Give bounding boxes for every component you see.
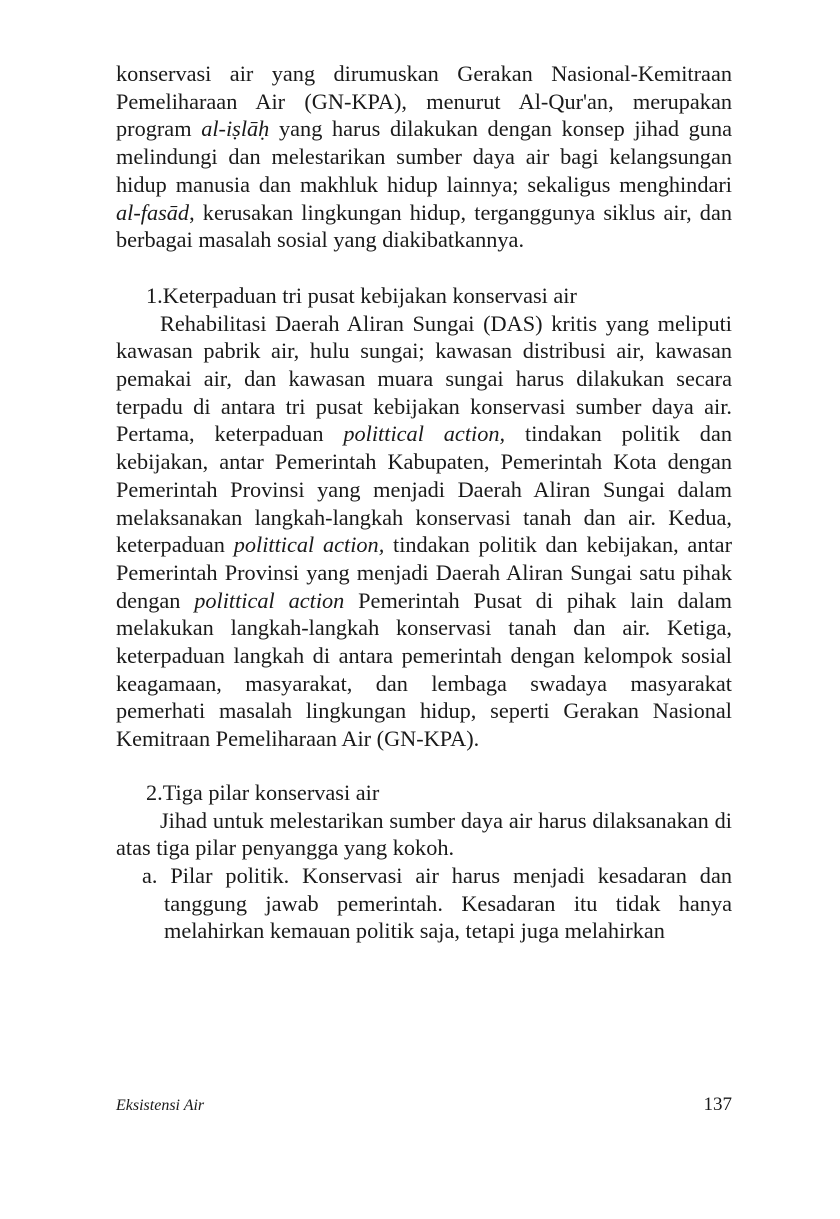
text-run: , kerusakan lingkungan hidup, terganggunya siklus air, dan berbagai masalah sosial yang diakibatkannya. [116, 199, 732, 253]
section-heading-2: 2.Tiga pilar konservasi air [146, 779, 380, 805]
italic-term: al-fasād [116, 199, 190, 225]
text-run: tindakan politik dan kebijakan, antar Pemerintah Provinsi yang menjadi Daerah Aliran Sungai satu pihak dengan [116, 532, 732, 613]
text-run: Pemerintah Pusat di pihak lain dalam melakukan langkah-langkah konservasi tanah dan air. Ketiga, keterpaduan langkah di antara pemerintah dengan kelompok sosial keagamaan, masyarakat, dan lembaga swadaya masyarakat pemerhati masalah lingkungan hidup, seperti Gerakan Nasional Kemitraan Pemeliharaan Air (GN-KPA). [116, 587, 732, 752]
italic-term: al-iṣlāḥ [201, 116, 270, 142]
running-footer-title: Eksistensi Air [116, 1097, 205, 1114]
italic-term: polittical action [194, 587, 345, 613]
section-1-paragraph [116, 310, 732, 753]
text-run: konservasi air yang dirumuskan Gerakan Nasional-Kemitraan Pemeliharaan Air (GN-KPA), menurut Al-Qur'an, merupakan program [116, 61, 732, 142]
list-item-a: a. Pilar politik. Konservasi air harus menjadi kesadaran dan tanggung jawab pemerintah. Kesadaran itu tidak hanya melahirkan kemauan politik saja, tetapi juga melahirkan [142, 862, 732, 944]
page-number: 137 [703, 1094, 732, 1115]
spacer [116, 753, 732, 779]
paragraph-continuation [116, 60, 732, 254]
text-run: tindakan politik dan kebijakan, antar Pemerintah Kabupaten, Pemerintah Kota dengan Pemerintah Provinsi yang menjadi Daerah Aliran Sungai dalam melaksanakan langkah-langkah konservasi tanah dan air. Kedua, keterpaduan [116, 421, 732, 558]
spacer [116, 254, 732, 282]
italic-term: polittical action, [343, 421, 506, 447]
text-run: yang harus dilakukan dengan konsep jihad guna melindungi dan melestarikan sumber daya air bagi kelangsungan hidup manusia dan makhluk hidup lainnya; sekaligus menghindari [116, 116, 733, 197]
body-text [116, 60, 732, 945]
section-2-intro: Jihad untuk melestarikan sumber daya air harus dilaksanakan di atas tiga pilar penyangga yang kokoh. [116, 807, 732, 861]
section-heading-1: 1.Keterpaduan tri pusat kebijakan konservasi air [146, 282, 577, 308]
italic-term: polittical action, [233, 532, 385, 558]
text-run: Rehabilitasi Daerah Aliran Sungai (DAS) kritis yang meliputi kawasan pabrik air, hulu sungai; kawasan distribusi air, kawasan pemakai air, dan kawasan muara sungai harus dilakukan secara terpadu di antara tri pusat kebijakan konservasi sumber daya air. Pertama, keterpaduan [116, 310, 732, 447]
